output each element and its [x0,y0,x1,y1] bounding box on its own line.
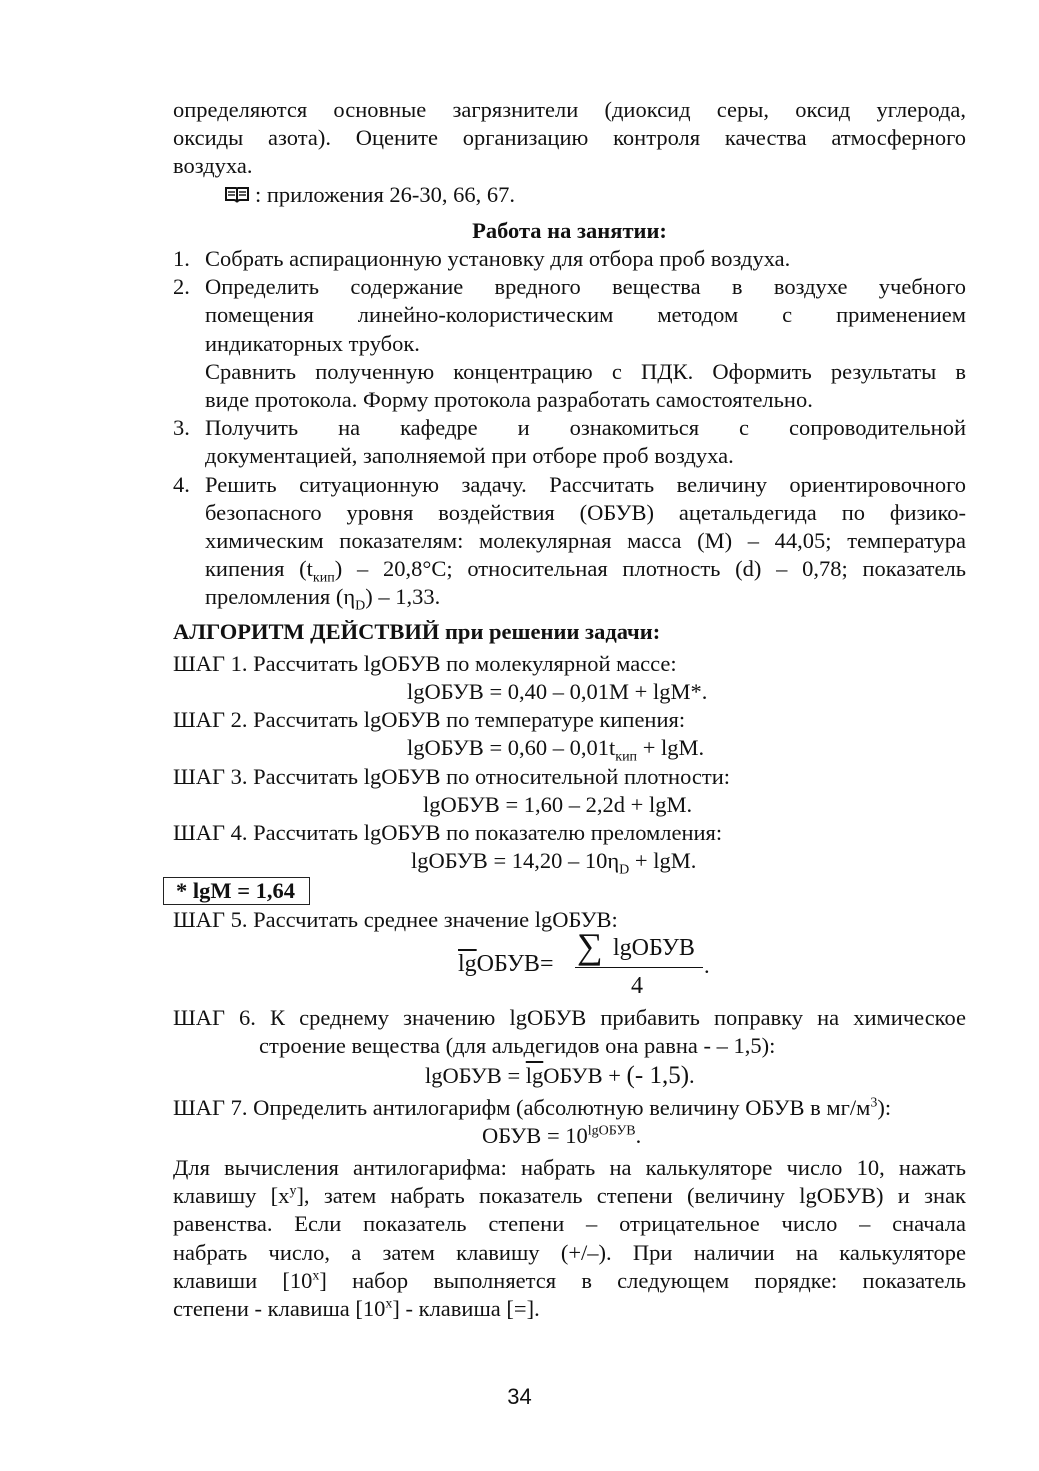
formula-3: lgОБУВ = 1,60 – 2,2d + lgМ. [423,791,693,817]
task-number: 4. [173,471,190,497]
formula-4: lgОБУВ = $14,20 - 10\eta_D + \lg М$. [411,848,697,878]
step-1: ШАГ 1. Рассчитать lgОБУВ по молекулярной массе: [173,650,677,676]
formula-2: lgОБУВ = $0,60 - 0,01t_{кип} + \lg М$. [407,735,705,765]
algorithm-heading: АЛГОРИТМ ДЕЙСТВИЙ при решении задачи: [173,618,661,644]
formula-5 [173,925,966,1004]
section-heading: Работа на занятии: [472,217,667,243]
formula-6: lgОБУВ = $\overline{lg}ОБУВ$ + (- 1,5). [425,1062,695,1090]
task-line: химическим показателям: молекулярная масса (М) – 44,05; температура [205,528,966,554]
task-line: документацией, заполняемой при отборе проб воздуха. [205,443,734,469]
task-line: Определить содержание вредного вещества в воздухе учебного [205,274,966,300]
task-line: Решить ситуационную задачу. Рассчитать величину ориентировочного [205,471,966,497]
task-number: 1. [173,246,190,272]
fraction-bar [575,967,703,968]
instruction-line: Для вычисления антилогарифма: набрать на калькуляторе число 10, нажать [173,1154,966,1180]
instruction-line: степени - клавиша [10$^x$] - клавиша [=]. [173,1295,540,1321]
reference-line [173,181,966,209]
task-line: кипения $(t_{кип}) - 20,8^\circ С$; относительная плотность (d) – 0,78; показатель [205,556,966,586]
task-line: виде протокола. Форму протокола разработать самостоятельно. [205,387,813,413]
formula-7: ОБУВ = $10^{lgОБУВ}$. [482,1122,642,1148]
step-7: ШАГ 7. Определить антилогарифм (абсолютную величину ОБУВ в $мг/м^3$): [173,1094,892,1120]
instruction-line: равенства. Если показатель степени – отрицательное число – сначала [173,1211,966,1237]
step-4: ШАГ 4. Рассчитать lgОБУВ по показателю преломления: [173,820,723,846]
task-line: преломления $(\eta_D) - 1,33$. [205,584,441,614]
lgm-note-box: * lgM = 1,64 [163,877,310,905]
step-6: ШАГ 6. К среднему значению lgОБУВ прибавить поправку на химическое [173,1004,966,1030]
formula-5-lhs: $\overline{lg}ОБУВ=$ [458,950,554,977]
task-line: Сравнить полученную концентрацию с ПДК. Оформить результаты в [205,358,966,384]
task-line: индикаторных трубок. [205,330,420,356]
fraction-denominator: 4 [631,972,643,999]
intro-line: определяются основные загрязнители (диоксид серы, оксид углерода, [173,97,966,122]
intro-line: оксиды азота). Оцените организацию контроля качества атмосферного [173,125,966,151]
step-3: ШАГ 3. Рассчитать lgОБУВ по относительной плотности: [173,763,730,789]
intro-line: воздуха. [173,153,253,179]
task-number: 2. [173,274,190,300]
instruction-line: набрать число, а затем клавишу (+/–). При наличии на калькуляторе [173,1239,966,1265]
note-row [173,877,966,905]
task-line: безопасного уровня воздействия (ОБУВ) ацетальдегида по физико- [205,499,966,525]
page-content [173,96,966,1323]
task-item [173,245,966,273]
formula-1: lgОБУВ = 0,40 – 0,01М + lgМ*. [407,679,708,705]
sum-symbol: ∑ [577,925,603,966]
step-5: ШАГ 5. Рассчитать среднее значение lgОБУВ: [173,906,618,932]
formula-5-end: . [704,952,710,978]
step-6-cont: строение вещества (для альдегидов она равна - – 1,5): [259,1033,776,1059]
book-icon [225,186,249,203]
task-item [173,273,966,414]
instruction-line: клавиши [10$^x$] набор выполняется в следующем порядке: показатель [173,1267,966,1293]
reference-text: : приложения 26-30, 66, 67. [255,181,516,207]
task-line: Получить на кафедре и ознакомиться с сопроводительной [205,415,966,441]
page-number: 34 [507,1384,532,1409]
task-number: 3. [173,415,190,441]
task-item [173,471,966,612]
task-item [173,414,966,470]
task-line: помещения линейно-колористическим методом с применением [205,302,966,328]
step-2: ШАГ 2. Рассчитать lgОБУВ по температуре кипения: [173,707,686,733]
instructions [173,1154,966,1323]
fraction-numerator: lgОБУВ [613,934,695,961]
instruction-line: клавишу $[x^y]$, затем набрать показатель степени (величину lgОБУВ) и знак [173,1183,966,1209]
task-line: Собрать аспирационную установку для отбора проб воздуха. [205,246,791,272]
